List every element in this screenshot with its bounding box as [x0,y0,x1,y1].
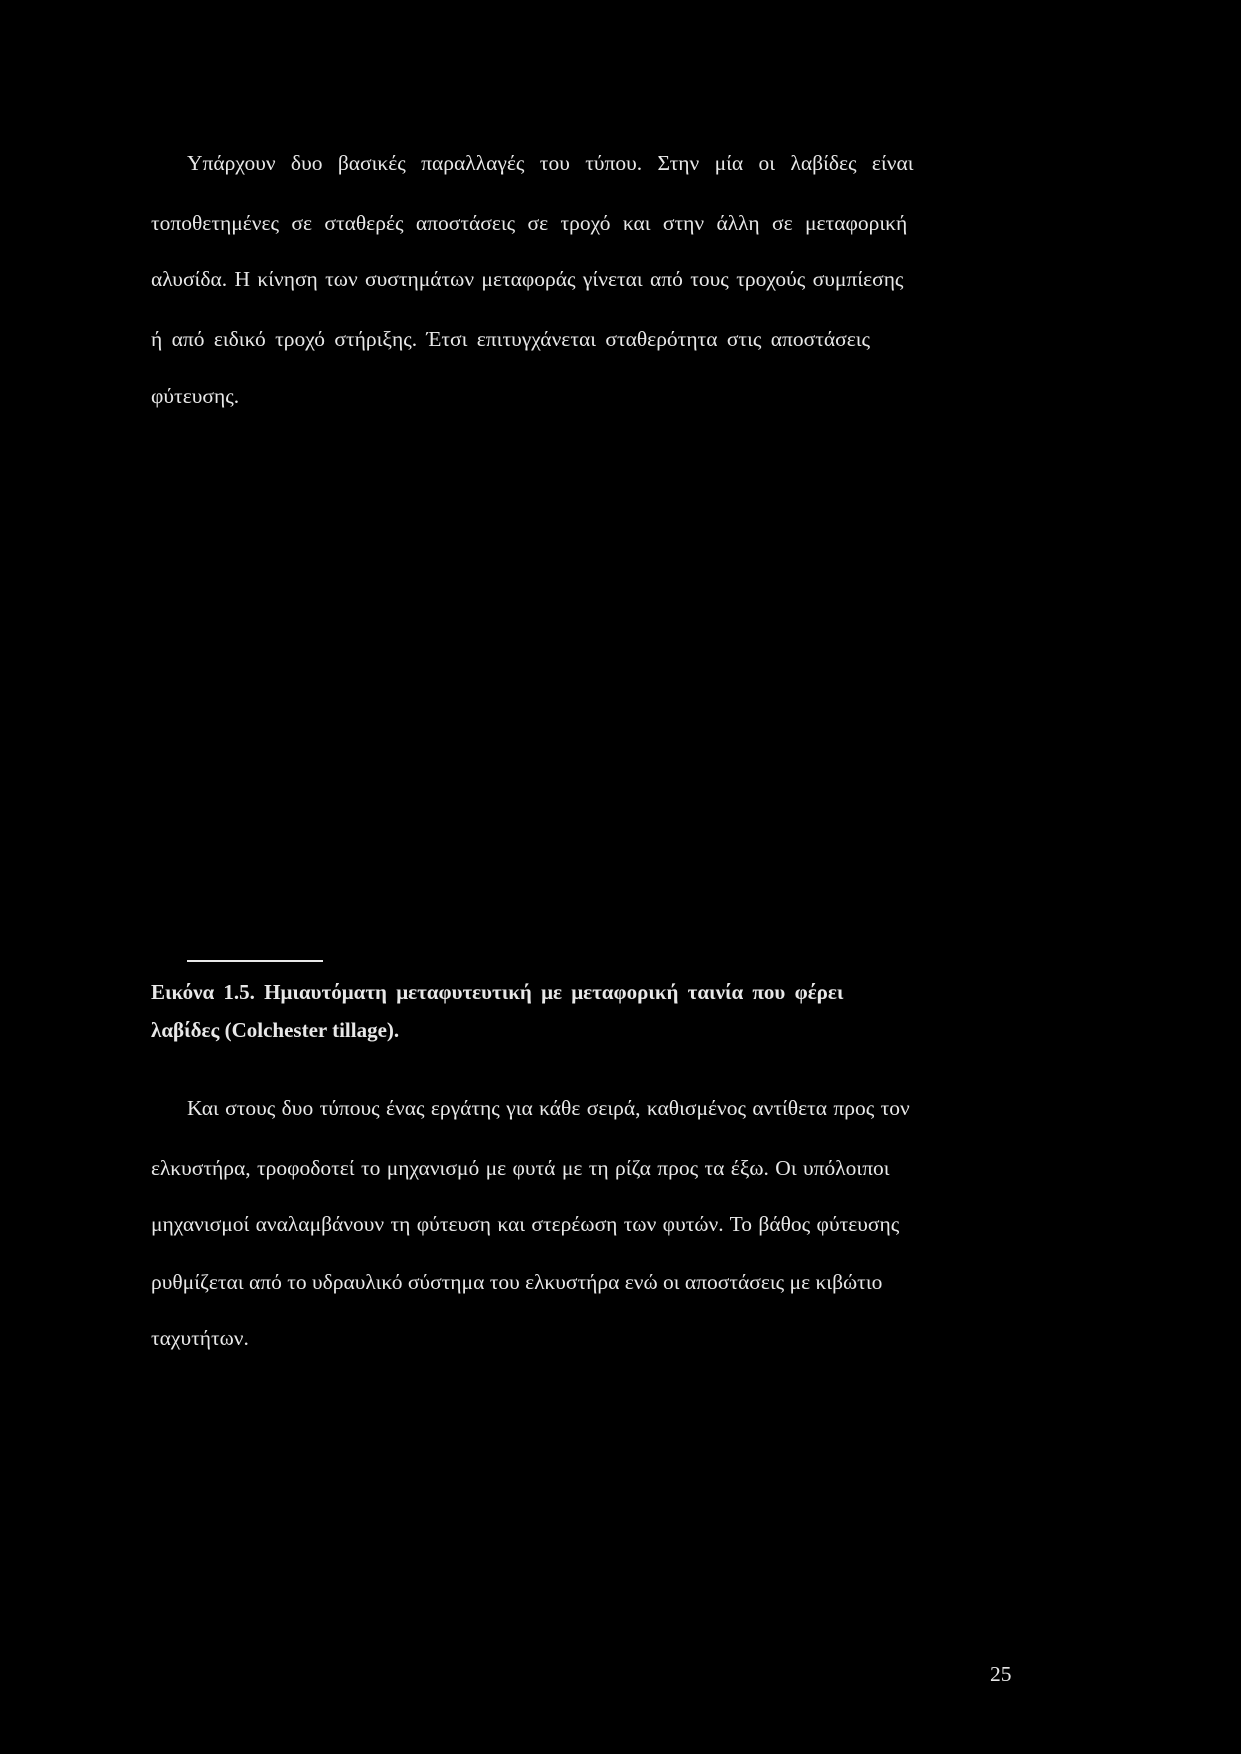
paragraph-2-line-5: ταχυτήτων. [151,1326,249,1350]
paragraph-2-line-2: ελκυστήρα, τροφοδοτεί το μηχανισμό με φυτά με τη ρίζα προς τα έξω. Οι υπόλοιποι [151,1156,890,1180]
paragraph-1-line-5: φύτευσης. [151,384,240,408]
paragraph-1-line-4: ή από ειδικό τροχό στήριξης. Έτσι επιτυγχάνεται σταθερότητα στις αποστάσεις [151,327,871,351]
page-number: 25 [990,1662,1012,1686]
paragraph-1-line-2: τοποθετημένες σε σταθερές αποστάσεις σε τροχό και στην άλλη σε μεταφορική [151,211,908,235]
paragraph-2-line-3: μηχανισμοί αναλαμβάνουν τη φύτευση και στερέωση των φυτών. Το βάθος φύτευσης [151,1212,900,1236]
paragraph-2-line-4: ρυθμίζεται από το υδραυλικό σύστημα του ελκυστήρα ενώ οι αποστάσεις με κιβώτιο [151,1270,883,1294]
paragraph-1-line-3: αλυσίδα. Η κίνηση των συστημάτων μεταφοράς γίνεται από τους τροχούς συμπίεσης [151,267,904,291]
paragraph-2-line-1: Και στους δυο τύπους ένας εργάτης για κάθε σειρά, καθισμένος αντίθετα προς τον [187,1096,910,1120]
paragraph-1-line-1: Υπάρχουν δυο βασικές παραλλαγές του τύπου. Στην μία οι λαβίδες είναι [187,151,914,175]
figure-caption-line-1: Εικόνα 1.5. Ημιαυτόματη μεταφυτευτική με μεταφορική ταινία που φέρει [151,980,844,1004]
caption-rule [187,960,323,962]
figure-caption-line-2: λαβίδες (Colchester tillage). [151,1018,400,1042]
